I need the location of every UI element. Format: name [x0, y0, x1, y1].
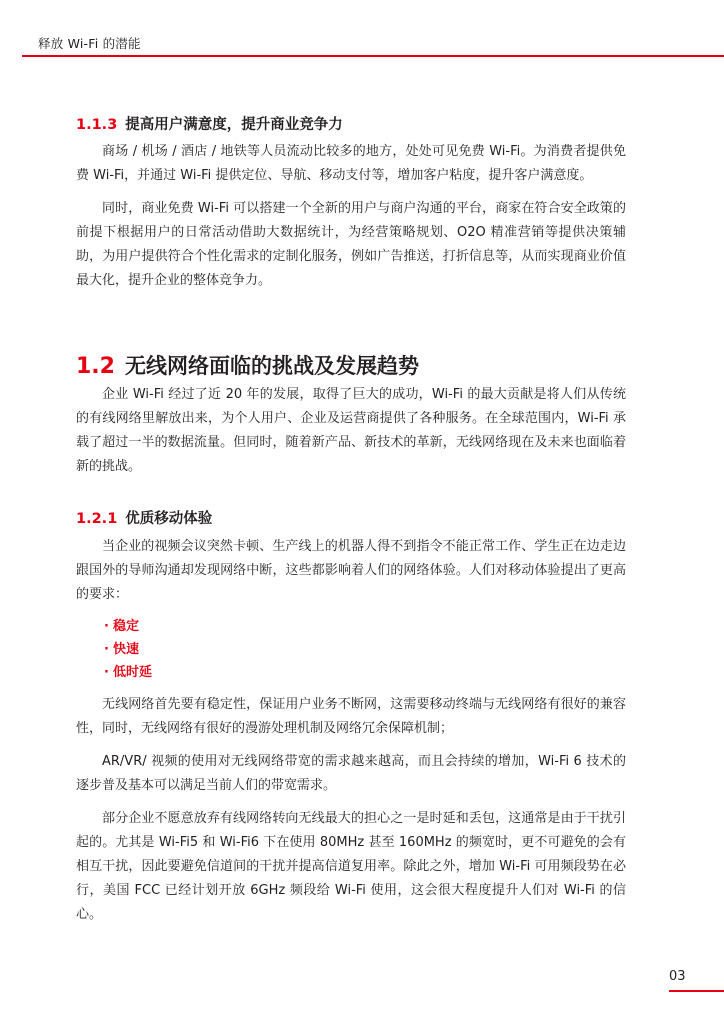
list-item	[104, 615, 626, 638]
list-item-label: 稳定	[112, 619, 139, 634]
section-number: 1.2	[76, 354, 115, 379]
page-number: 03	[669, 969, 686, 984]
paragraph: 当企业的视频会议突然卡顿、生产线上的机器人得不到指令不能正常工作、学生正在边走边跟国外的导师沟通却发现网络中断，这些都影响着人们的网络体验。人们对移动体验提出了更高的要求：	[76, 539, 626, 602]
list-item	[104, 661, 626, 684]
paragraph: 无线网络首先要有稳定性，保证用户业务不断网，这需要移动终端与无线网络有很好的兼容性，同时，无线网络有很好的漫游处理机制及网络冗余保障机制；	[76, 697, 626, 736]
paragraph: AR/VR/ 视频的使用对无线网络带宽的需求越来越高，而且会持续的增加，Wi-Fi 6 技术的逐步普及基本可以满足当前人们的带宽需求。	[76, 754, 626, 793]
section-1-2-heading	[76, 351, 626, 382]
section-1-2-1-heading	[76, 508, 626, 530]
bullet-dot: ·	[104, 642, 109, 657]
bullet-dot: ·	[104, 665, 109, 680]
bullet-dot: ·	[104, 619, 109, 634]
requirements-list	[76, 615, 626, 684]
section-1-1-3-heading	[76, 114, 626, 136]
page-content	[76, 114, 626, 927]
section-number: 1.1.3	[76, 117, 118, 133]
section-title: 无线网络面临的挑战及发展趋势	[124, 354, 419, 378]
section-title: 优质移动体验	[125, 511, 213, 527]
header-rule	[22, 55, 724, 57]
section-title: 提高用户满意度，提升商业竞争力	[125, 117, 343, 133]
running-header: 释放 Wi-Fi 的潜能	[38, 36, 141, 51]
paragraph: 商场 / 机场 / 酒店 / 地铁等人员流动比较多的地方，处处可见免费 Wi-Fi。为消费者提供免费 Wi-Fi，并通过 Wi-Fi 提供定位、导航、移动支付等，增加客户粘度，提升客户满意度。	[76, 144, 626, 183]
paragraph: 同时，商业免费 Wi-Fi 可以搭建一个全新的用户与商户沟通的平台，商家在符合安全政策的前提下根据用户的日常活动借助大数据统计，为经营策略规划、O2O 精准营销等提供决策辅助，为用户提供符合个性化需求的定制化服务，例如广告推送，打折信息等，从而实现商业价值最大化，提升企业的整体竞争力。	[76, 201, 626, 288]
list-item-label: 快速	[112, 642, 139, 657]
footer-rule	[669, 990, 724, 992]
paragraph: 企业 Wi-Fi 经过了近 20 年的发展，取得了巨大的成功，Wi-Fi 的最大贡献是将人们从传统的有线网络里解放出来，为个人用户、企业及运营商提供了各种服务。在全球范围内，Wi-Fi 承载了超过一半的数据流量。但同时，随着新产品、新技术的革新，无线网络现在及未来也面临着新的挑战。	[76, 387, 626, 474]
list-item-label: 低时延	[112, 665, 152, 680]
section-number: 1.2.1	[76, 511, 118, 527]
paragraph: 部分企业不愿意放弃有线网络转向无线最大的担心之一是时延和丢包，这通常是由于干扰引起的。尤其是 Wi-Fi5 和 Wi-Fi6 下在使用 80MHz 甚至 160MHz 的频宽时，更不可避免的会有相互干扰，因此要避免信道间的干扰并提高信道复用率。除此之外，增加 Wi-Fi 可用频段势在必行，美国 FCC 已经计划开放 6GHz 频段给 Wi-Fi 使用，这会很大程度提升人们对 Wi-Fi 的信心。	[76, 811, 626, 922]
list-item	[104, 638, 626, 661]
